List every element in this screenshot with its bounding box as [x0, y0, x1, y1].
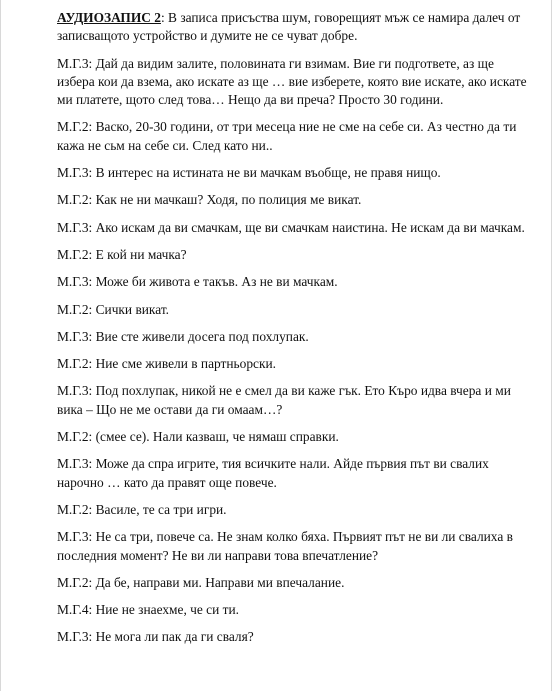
dialogue-line: М.Г.2: Е кой ни мачка?	[57, 246, 187, 262]
section-description: : В записа присъства шум, говорещият мъж се намира далеч от записващото устройство и думите не се чуват добре.	[57, 10, 521, 44]
dialogue-line: М.Г.3: Дай да видим залите, половината ги взимам. Вие ги подгответе, аз ще избера кои да взема, ако искате аз ще … вие изберете, която вие искате, ако искате ми платете, щото след това… Нещо да ви преча? Просто 30 години.	[57, 55, 527, 108]
dialogue-line: М.Г.3: Не мога ли пак да ги сваля?	[57, 629, 254, 645]
dialogue-line: М.Г.2: Васко, 20-30 години, от три месеца ние не сме на себе си. Аз честно да ти кажа не сьм на себе си. След като ни..	[57, 119, 517, 153]
dialogue-line: М.Г.3: Вие сте живели досега под похлупак.	[57, 328, 309, 344]
dialogue-line: М.Г.2: Ние сме живели в партньорски.	[57, 356, 277, 372]
dialogue-line: М.Г.2: Василе, те са три игри.	[57, 501, 227, 517]
dialogue-line: М.Г.3: Не са три, повече са. Не знам колко бяха. Първият път не ви ли свалиха в последния момент? Не ви ли направи това впечатление?	[57, 529, 513, 563]
dialogue-line: М.Г.4: Ние не знаехме, че си ти.	[57, 602, 240, 618]
dialogue-line: М.Г.3: Под похлупак, никой не е смел да ви каже гък. Ето Къро идва вчера и ми вика – Що не ме остави да ги омаам…?	[57, 383, 511, 417]
section-title: АУДИОЗАПИС 2	[57, 10, 161, 25]
dialogue-line: М.Г.2: Да бе, направи ми. Направи ми впечалание.	[57, 574, 345, 590]
dialogue-line: М.Г.2: (смее се). Нали казваш, че нямаш справки.	[57, 429, 339, 445]
dialogue-line: М.Г.2: Как не ни мачкаш? Ходя, по полиция ме викат.	[57, 192, 362, 208]
dialogue-line: М.Г.2: Сички викат.	[57, 301, 170, 317]
heading-paragraph	[57, 9, 529, 46]
dialogue-line: М.Г.3: В интерес на истината не ви мачкам въобще, не правя нищо.	[57, 165, 441, 181]
dialogue-line: М.Г.3: Може би живота е такъв. Аз не ви мачкам.	[57, 274, 338, 290]
dialogue-line: М.Г.3: Може да спра игрите, тия всичките нали. Айде първия път ви свалих нарочно … като да правят още повече.	[57, 456, 489, 490]
dialogue-line: М.Г.3: Ако искам да ви смачкам, ще ви смачкам наистина. Не искам да ви мачкам.	[57, 219, 525, 235]
